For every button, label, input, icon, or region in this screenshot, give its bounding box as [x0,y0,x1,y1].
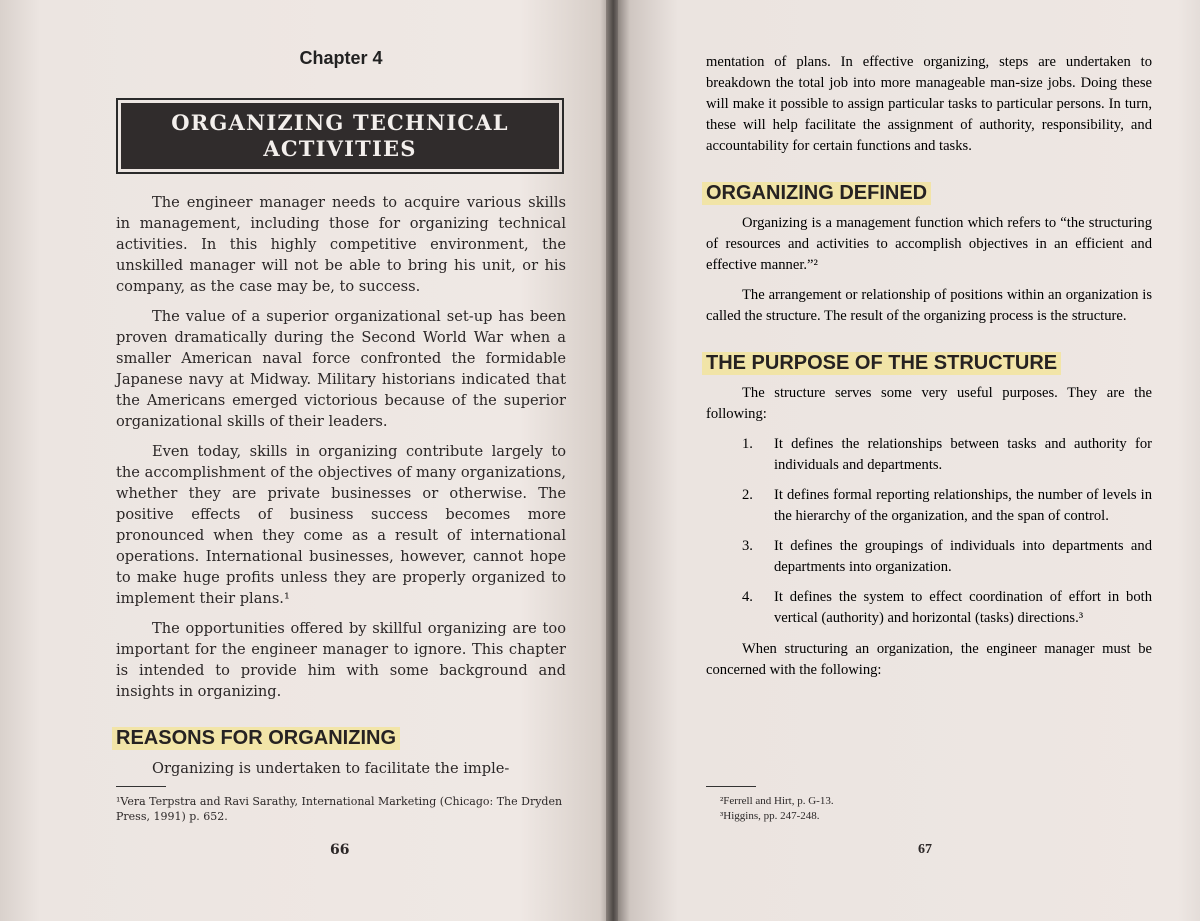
footnote-rule [706,786,756,787]
left-body-text [116,192,566,788]
paragraph: The value of a superior organizational set-up has been proven dramatically during the Second World War when a smaller American naval force confronted the formidable Japanese navy at Midway. Military historians indicated that the Americans emerged victorious because of the superior organizational skills of their leaders. [116,308,566,430]
list-item-text: It defines formal reporting relationships, the number of levels in the hierarchy of the organization, and the span of control. [774,487,1152,524]
paragraph: When structuring an organization, the engineer manager must be concerned with the following: [706,641,1152,678]
list-item-text: It defines the relationships between tasks and authority for individuals and departments. [774,436,1152,473]
list-item [706,587,1152,629]
paragraph: The structure serves some very useful purposes. They are the following: [706,385,1152,422]
footnote: ³Higgins, pp. 247-248. [720,810,820,822]
heading-reasons-for-organizing: REASONS FOR ORGANIZING [112,727,400,750]
footnote: ¹Vera Terpstra and Ravi Sarathy, International Marketing (Chicago: The Dryden Press, 1991) p. 652. [116,795,563,823]
list-item [706,485,1152,527]
list-item-text: It defines the groupings of individuals into departments and departments into organization. [774,538,1152,575]
paragraph: Organizing is undertaken to facilitate the imple- [152,760,510,777]
chapter-title-box [116,98,564,174]
paragraph: Even today, skills in organizing contribute largely to the accomplishment of the objectives of many organizations, whether they are private businesses or otherwise. The positive effects of business success becomes more pronounced when they come as a result of international operations. International businesses, however, cannot hope to make huge profits unless they are properly organized to implement their plans.¹ [116,443,566,607]
paragraph: The opportunities offered by skillful organizing are too important for the engineer manager to ignore. This chapter is intended to provide him with some background and insights in organizing. [116,620,566,700]
paragraph: The arrangement or relationship of positions within an organization is called the structure. The result of the organizing process is the structure. [706,287,1152,324]
right-body-text [706,52,1152,690]
list-item [706,536,1152,578]
list-number: 1. [742,436,753,452]
page-number: 66 [330,842,350,858]
footnote-rule [116,786,166,787]
list-number: 4. [742,589,753,605]
chapter-label: Chapter 4 [299,48,383,68]
heading-organizing-defined: ORGANIZING DEFINED [702,182,931,205]
paragraph: mentation of plans. In effective organizing, steps are undertaken to breakdown the total job into more manageable man-size jobs. Doing these will make it possible to assign particular tasks to particular persons. In turn, these will help facilitate the assignment of authority, responsibility, and accountability for certain functions and tasks. [706,54,1152,154]
list-item-text: It defines the system to effect coordination of effort in both vertical (authority) and horizontal (tasks) directions.³ [774,589,1152,626]
page-number: 67 [918,842,932,857]
purpose-list [706,434,1152,629]
list-item [706,434,1152,476]
heading-purpose-of-structure: THE PURPOSE OF THE STRUCTURE [702,352,1061,375]
chapter-title: ORGANIZING TECHNICAL ACTIVITIES [121,103,559,169]
paragraph: Organizing is a management function which refers to “the structuring of resources and activities to accomplish objectives in an efficient and effective manner.”² [706,215,1152,273]
paragraph: The engineer manager needs to acquire various skills in management, including those for organizing technical activities. In this highly competitive environment, the unskilled manager will not be able to bring his unit, or his company, as the case may be, to success. [116,194,566,295]
footnote: ²Ferrell and Hirt, p. G-13. [720,795,834,807]
list-number: 2. [742,487,753,503]
list-number: 3. [742,538,753,554]
